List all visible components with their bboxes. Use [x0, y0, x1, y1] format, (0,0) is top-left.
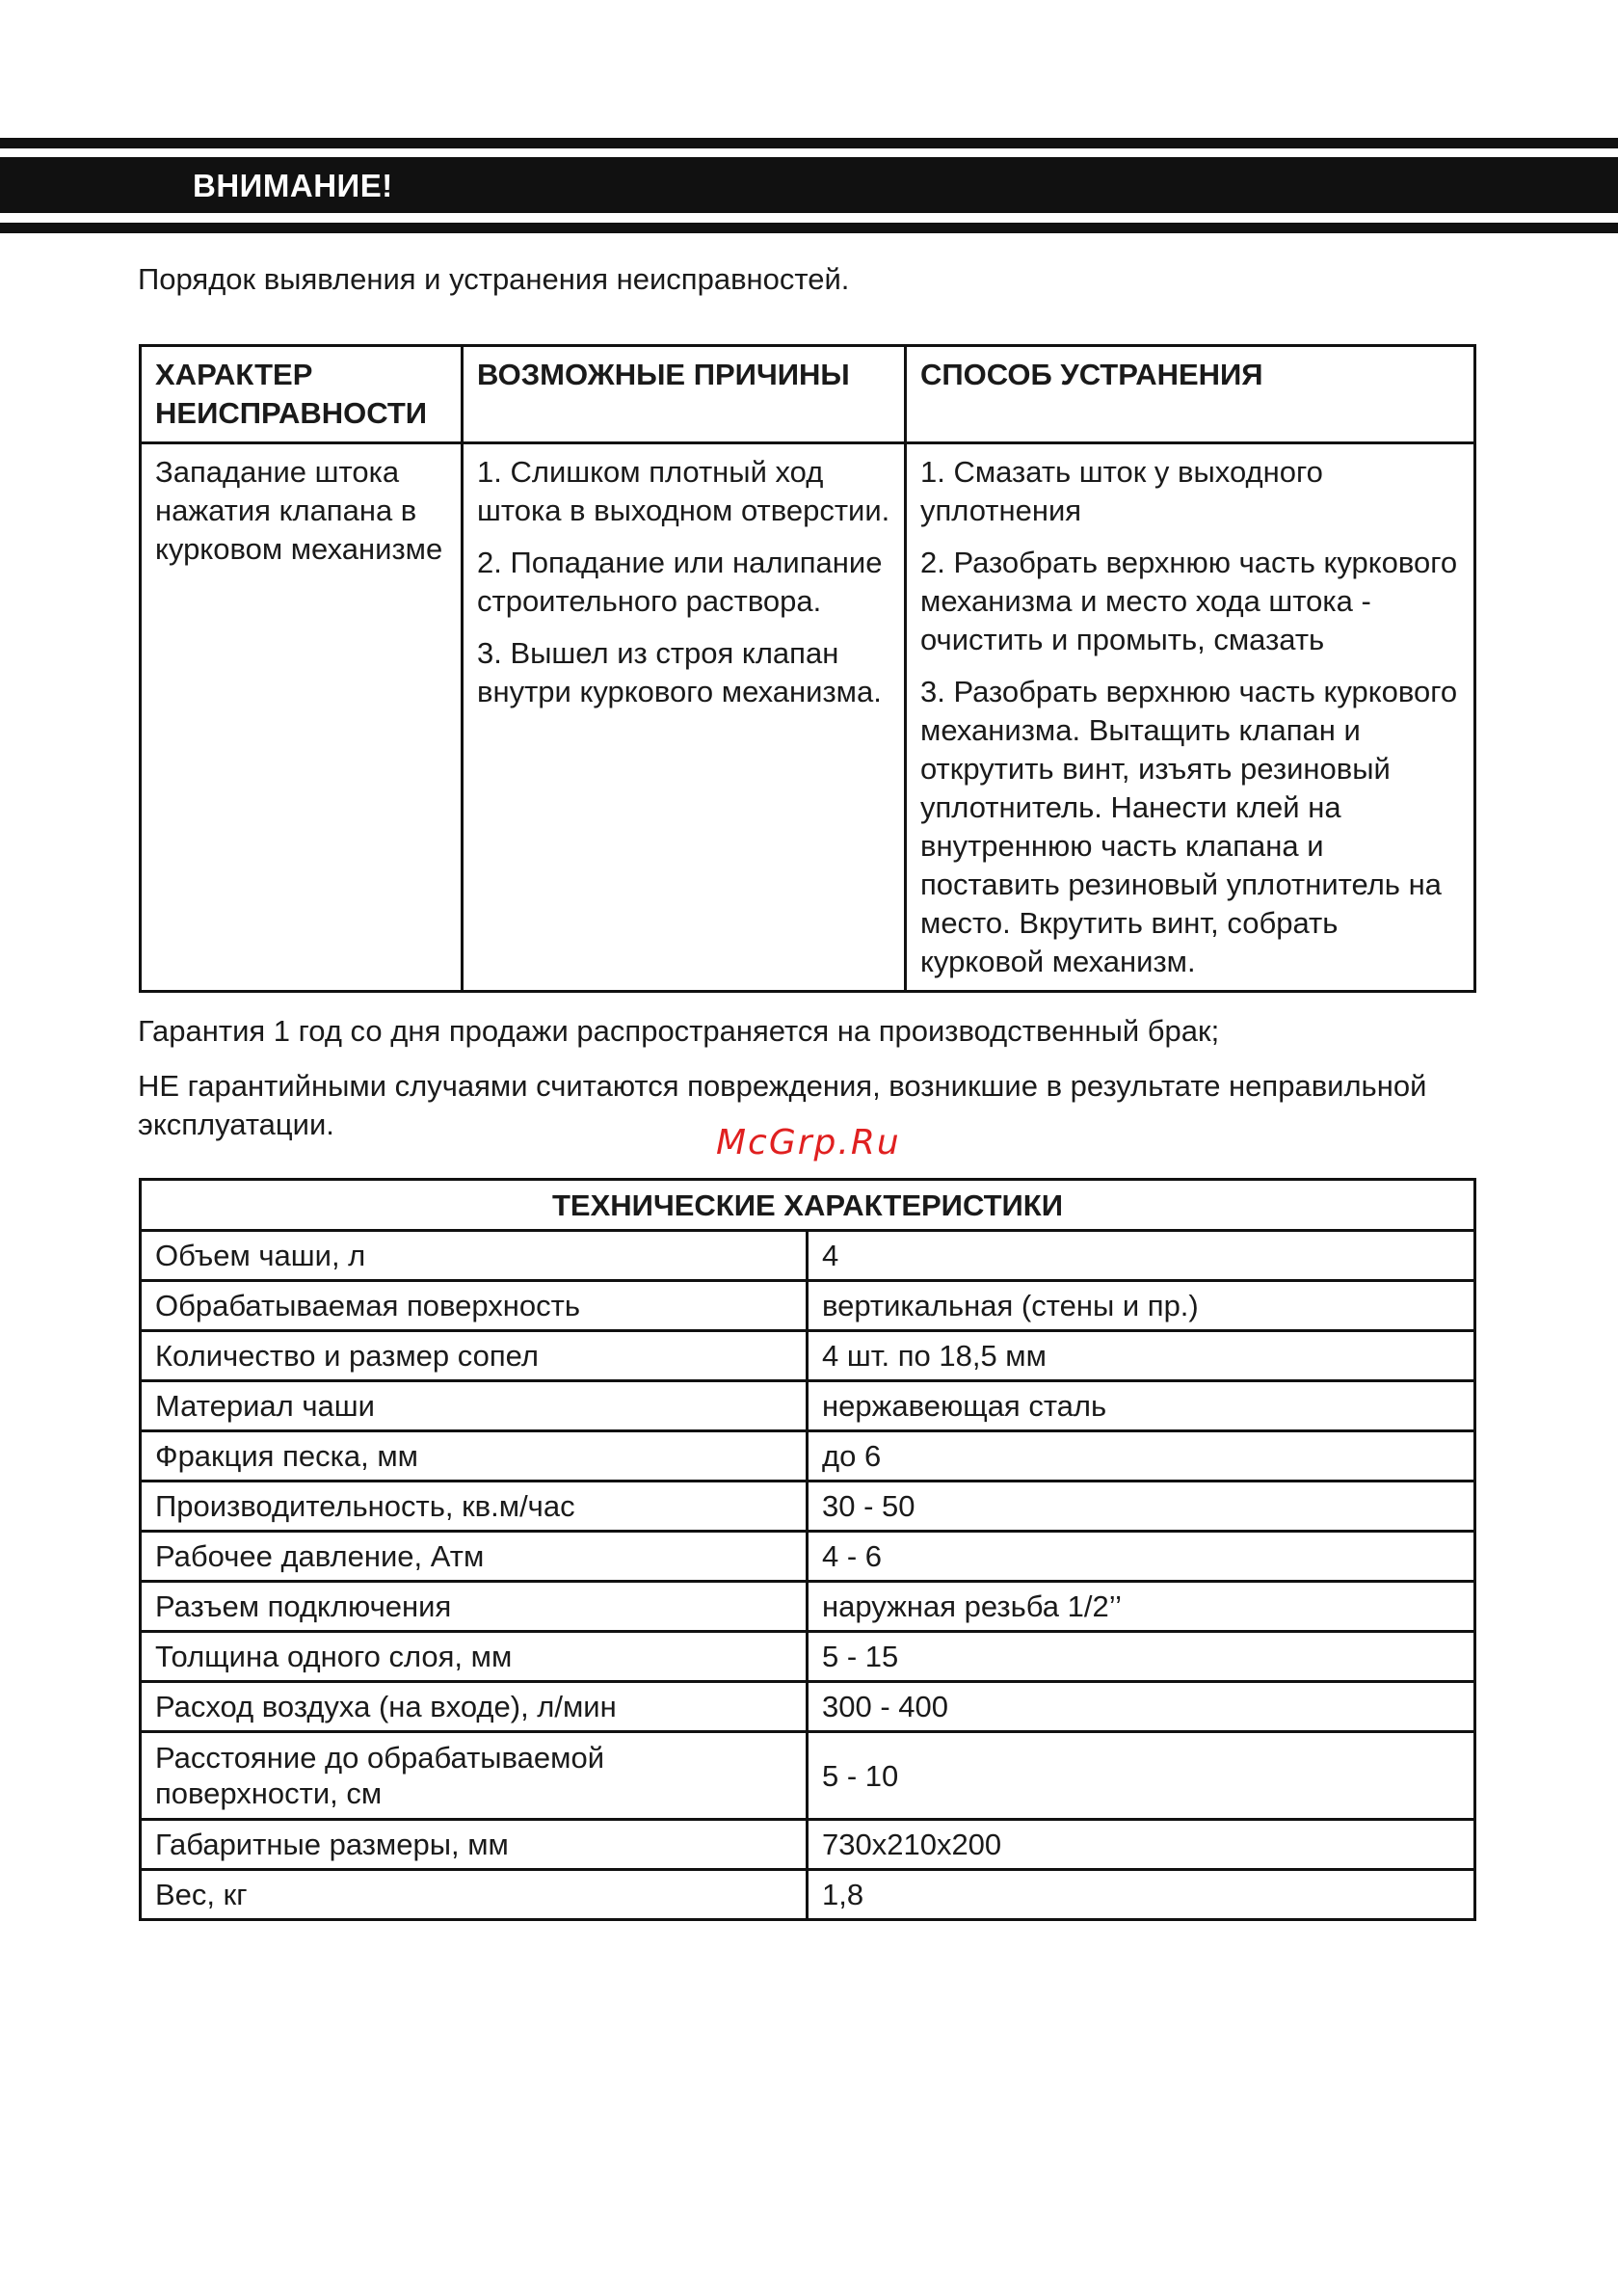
spec-value: 5 - 10	[808, 1732, 1475, 1820]
spec-value: 730х210х200	[808, 1820, 1475, 1870]
spec-row	[141, 1870, 1475, 1920]
spec-value: 30 - 50	[808, 1482, 1475, 1532]
cause-item: 2. Попадание или налипание строительного раствора.	[477, 546, 883, 618]
remedy-item: 1. Смазать шток у выходного уплотнения	[920, 455, 1323, 527]
spec-row	[141, 1820, 1475, 1870]
spec-value: 300 - 400	[808, 1682, 1475, 1732]
spec-row	[141, 1281, 1475, 1331]
troubleshooting-row	[141, 443, 1475, 992]
spec-value: наружная резьба 1/2’’	[808, 1582, 1475, 1632]
specs-title: ТЕХНИЧЕСКИЕ ХАРАКТЕРИСТИКИ	[141, 1180, 1475, 1231]
spec-value: до 6	[808, 1431, 1475, 1482]
spec-label: Материал чаши	[141, 1381, 808, 1431]
fault-column-header: ХАРАКТЕР НЕИСПРАВНОСТИ	[141, 346, 463, 443]
spec-label: Толщина одного слоя, мм	[141, 1632, 808, 1682]
cause-item: 1. Слишком плотный ход штока в выходном отверстии.	[477, 455, 890, 527]
warning-banner	[0, 157, 1618, 213]
spec-label: Расход воздуха (на входе), л/мин	[141, 1682, 808, 1732]
causes-cell	[463, 443, 906, 992]
specs-table	[139, 1178, 1476, 1921]
spec-label: Объем чаши, л	[141, 1231, 808, 1281]
troubleshooting-table	[139, 344, 1476, 993]
spec-label: Обрабатываемая поверхность	[141, 1281, 808, 1331]
remedy-item: 2. Разобрать верхнюю часть куркового механизма и место хода штока - очистить и промыть, смазать	[920, 546, 1458, 656]
fault-description: Западание штока нажатия клапана в курковом механизме	[155, 455, 443, 566]
spec-label: Фракция песка, мм	[141, 1431, 808, 1482]
spec-value: нержавеющая сталь	[808, 1381, 1475, 1431]
remedy-item: 3. Разобрать верхнюю часть куркового механизма. Вытащить клапан и открутить винт, изъять резиновый уплотнитель. Нанести клей на внутреннюю часть клапана и поставить резиновый уплотнитель на место. Вкрутить винт, собрать курковой механизм.	[920, 675, 1458, 978]
cause-item: 3. Вышел из строя клапан внутри куркового механизма.	[477, 636, 882, 708]
spec-label: Разъем подключения	[141, 1582, 808, 1632]
spec-row	[141, 1482, 1475, 1532]
spec-row	[141, 1231, 1475, 1281]
fault-cell	[141, 443, 463, 992]
spec-row	[141, 1331, 1475, 1381]
spec-value: вертикальная (стены и пр.)	[808, 1281, 1475, 1331]
spec-label: Габаритные размеры, мм	[141, 1820, 808, 1870]
spec-row	[141, 1532, 1475, 1582]
spec-value: 4 шт. по 18,5 мм	[808, 1331, 1475, 1381]
spec-row	[141, 1582, 1475, 1632]
intro-text: Порядок выявления и устранения неисправностей.	[138, 262, 850, 296]
remedy-cell	[906, 443, 1475, 992]
specs-title-row	[141, 1180, 1475, 1231]
spec-row	[141, 1682, 1475, 1732]
not-warranty-text: НЕ гарантийными случаями считаются повреждения, возникшие в результате неправильной эксплуатации.	[138, 1069, 1427, 1141]
spec-row	[141, 1632, 1475, 1682]
watermark: McGrp.Ru	[716, 1123, 901, 1162]
remedy-column-header: СПОСОБ УСТРАНЕНИЯ	[906, 346, 1475, 443]
spec-value: 1,8	[808, 1870, 1475, 1920]
spec-row	[141, 1732, 1475, 1820]
spec-value: 4 - 6	[808, 1532, 1475, 1582]
warranty-text: Гарантия 1 год со дня продажи распространяется на производственный брак;	[138, 1014, 1220, 1048]
spec-row	[141, 1381, 1475, 1431]
spec-label: Вес, кг	[141, 1870, 808, 1920]
spec-label: Рабочее давление, Атм	[141, 1532, 808, 1582]
causes-column-header: ВОЗМОЖНЫЕ ПРИЧИНЫ	[463, 346, 906, 443]
spec-label: Расстояние до обрабатываемой поверхности, см	[141, 1732, 808, 1820]
header-top-rule	[0, 138, 1618, 148]
spec-value: 5 - 15	[808, 1632, 1475, 1682]
spec-label: Количество и размер сопел	[141, 1331, 808, 1381]
spec-row	[141, 1431, 1475, 1482]
troubleshooting-header-row	[141, 346, 1475, 443]
spec-label: Производительность, кв.м/час	[141, 1482, 808, 1532]
header-bottom-rule	[0, 223, 1618, 233]
warning-title: ВНИМАНИЕ!	[193, 168, 393, 203]
spec-value: 4	[808, 1231, 1475, 1281]
